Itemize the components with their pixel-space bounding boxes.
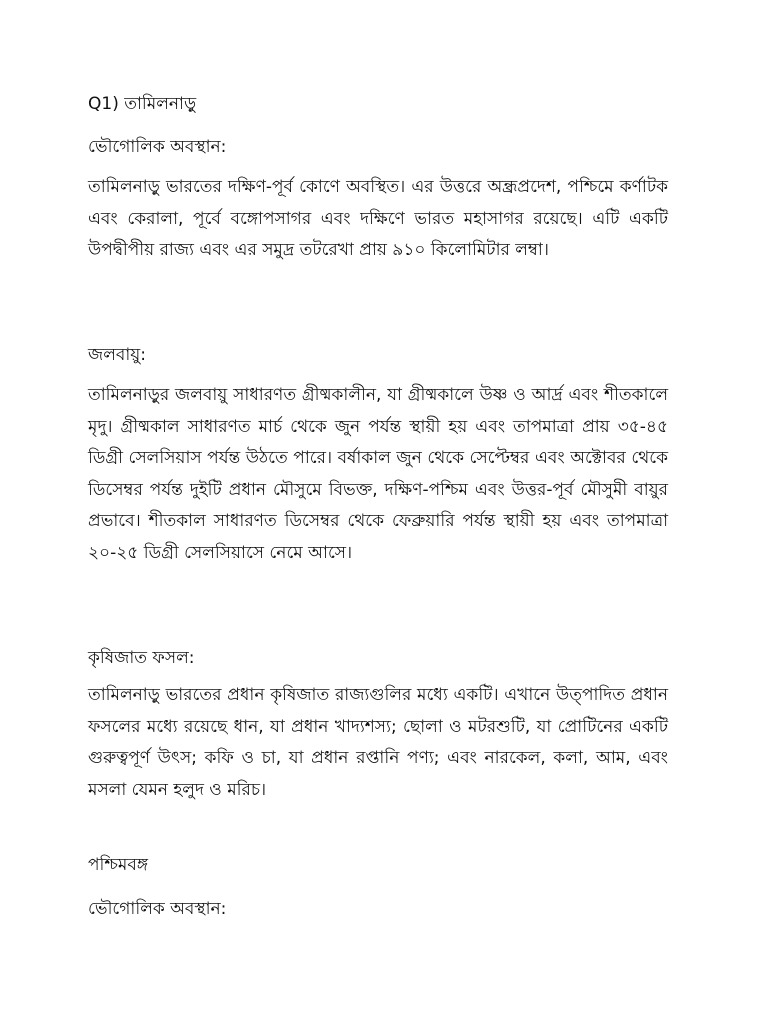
- section-heading-geography: ভৌগোলিক অবস্থান:: [88, 137, 227, 157]
- section-body-geography: তামিলনাড়ু ভারতের দক্ষিণ-পূর্ব কোণে অবস্থিত। এর উত্তরে অন্ধ্রপ্রদেশ, পশ্চিমে কর্ণাটক এবং কেরালা, পূর্বে বঙ্গোপসাগর এবং দক্ষিণে ভারত মহাসাগর রয়েছে। এটি একটি উপদ্বীপীয় রাজ্য এবং এর সমুদ্র তটরেখা প্রায় ৯১০ কিলোমিটার লম্বা।: [88, 177, 668, 260]
- next-state-title: পশ্চিমবঙ্গ: [88, 855, 149, 875]
- question-title: Q1) তামিলনাড়ু: [88, 94, 197, 114]
- section-body-crops: তামিলনাড়ু ভারতের প্রধান কৃষিজাত রাজ্যগুলির মধ্যে একটি। এখানে উত্পাদিত প্রধান ফসলের মধ্যে রয়েছে ধান, যা প্রধান খাদ্যশস্য; ছোলা ও মটরশুটি, যা প্রোটিনের একটি গুরুত্বপূর্ণ উৎস; কফি ও চা, যা প্রধান রপ্তানি পণ্য; এবং নারকেল, কলা, আম, এবং মসলা যেমন হলুদ ও মরিচ।: [88, 685, 668, 800]
- section-heading-climate: জলবায়ু:: [88, 345, 147, 365]
- section-heading-crops: কৃষিজাত ফসল:: [88, 648, 195, 668]
- next-section-heading-geography: ভৌগোলিক অবস্থান:: [88, 899, 227, 919]
- section-body-climate: তামিলনাড়ুর জলবায়ু সাধারণত গ্রীষ্মকালীন, যা গ্রীষ্মকালে উষ্ণ ও আর্দ্র এবং শীতকালে মৃদু। গ্রীষ্মকাল সাধারণত মার্চ থেকে জুন পর্যন্ত স্থায়ী হয় এবং তাপমাত্রা প্রায় ৩৫-৪৫ ডিগ্রী সেলসিয়াস পর্যন্ত উঠতে পারে। বর্ষাকাল জুন থেকে সেপ্টেম্বর এবং অক্টোবর থেকে ডিসেম্বর পর্যন্ত দুইটি প্রধান মৌসুমে বিভক্ত, দক্ষিণ-পশ্চিম এবং উত্তর-পূর্ব মৌসুমী বায়ুর প্রভাবে। শীতকাল সাধারণত ডিসেম্বর থেকে ফেব্রুয়ারি পর্যন্ত স্থায়ী হয় এবং তাপমাত্রা ২০-২৫ ডিগ্রী সেলসিয়াসে নেমে আসে।: [88, 385, 668, 563]
